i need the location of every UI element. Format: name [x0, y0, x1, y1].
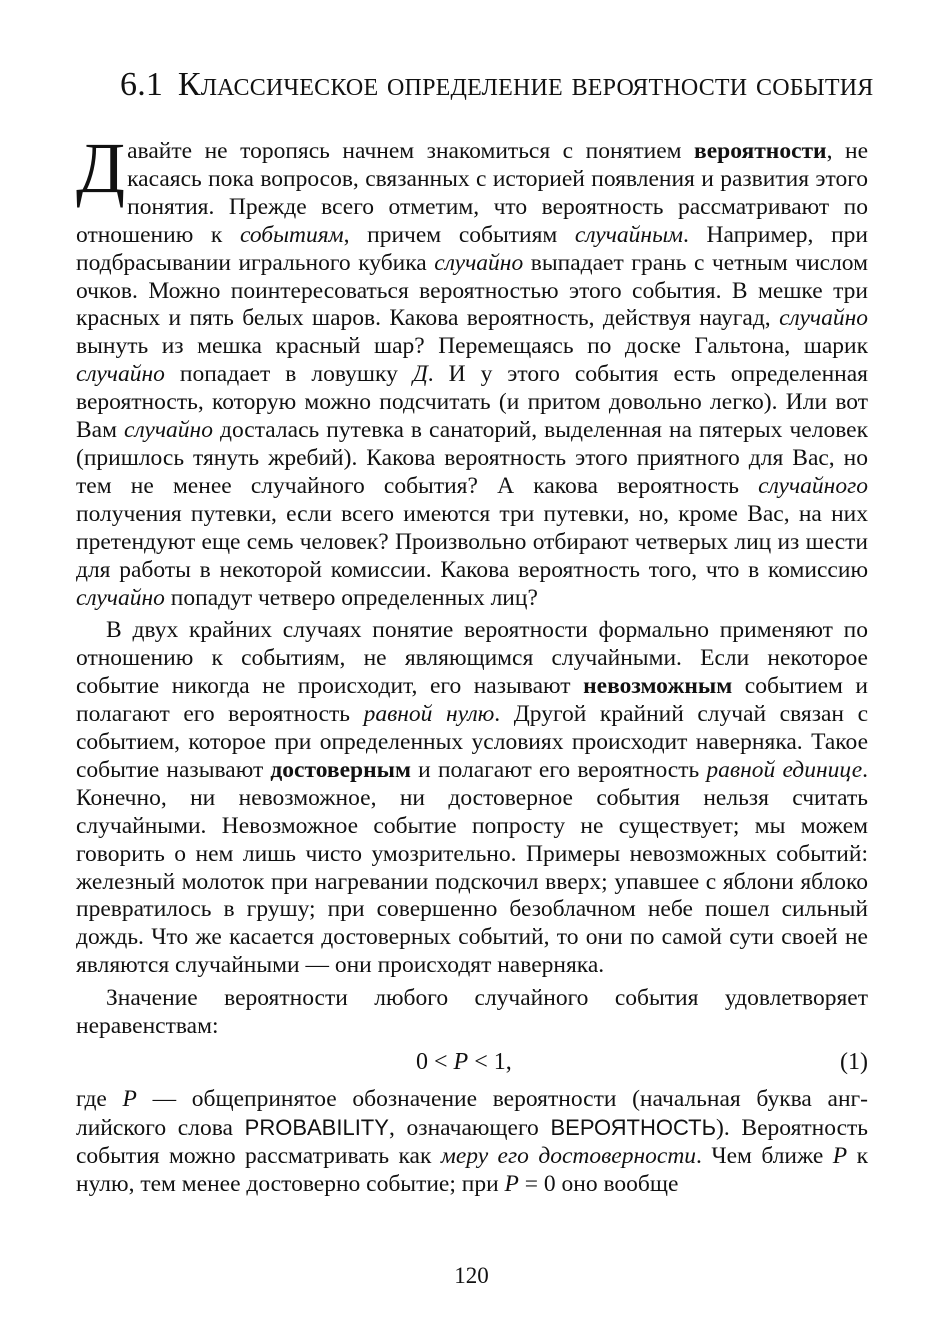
italic-term: случайным: [574, 221, 683, 248]
text-run: . Другой крайний случай связан с событием, которое при определенных условиях происходит наверняка. Такое событие называют: [76, 701, 869, 783]
section-title: Классическое определение вероятности события: [177, 66, 874, 103]
italic-term: событиям: [239, 221, 344, 248]
italic-term: случайно: [124, 417, 213, 444]
text-run: . Конечно, ни невозможное, ни достоверное события нельзя считать случайными. Невозможное событие попросту не существует; мы можем говорить о нем лишь чисто умозрительно. Примеры невозможных событий: железный молоток при нагревании подскочил вверх; упавшее с яблони яблоко превратилось в грушу; при совершенно безоблачном небе пошел сильный дождь. Что же касается достоверных событий, то они по самой сути своей не являются случайными — они происходят наверняка.: [76, 756, 868, 979]
text-run: Значение вероятности любого случайного события удовлетворяет неравенствам:: [76, 985, 868, 1040]
text-run: где: [76, 1086, 123, 1112]
text-run: . И у этого события есть определенная вероятность, которую можно подсчитать (и притом довольно легко). Или вот Вам: [76, 361, 868, 444]
italic-term: меру его достоверности: [440, 1142, 697, 1169]
text-run: — общепринятое обозначение вероятности (начальная буква английского слова: [76, 1086, 868, 1141]
russian-word: ВЕРОЯТНОСТЬ: [550, 1114, 717, 1140]
formula-1: [76, 1043, 868, 1083]
italic-term: случайно: [434, 249, 524, 276]
section-number: 6.1: [120, 66, 164, 103]
text-run: к нулю, тем менее достоверно событие; при: [76, 1142, 868, 1197]
section-heading: [120, 60, 874, 110]
formula-left: 0 <: [416, 1049, 454, 1075]
paragraph-1: [76, 128, 869, 612]
text-run: попадут четверо определенных лиц?: [164, 584, 538, 611]
page-number: 120: [454, 1263, 489, 1288]
body-text: [76, 128, 869, 1199]
text-run: ). Вероятность события можно рассматривать как: [76, 1114, 868, 1169]
text-run: , не касаясь пока вопросов, связанных с историей появления и развития этого понятия. Прежде всего отметим, что вероятность рассматривают по отношению к: [76, 138, 869, 248]
english-word: PROBABILITY: [244, 1114, 389, 1140]
math-variable: P: [504, 1170, 519, 1197]
bold-term: вероятности: [694, 138, 827, 164]
text-run: и полагают его вероятность: [410, 756, 707, 783]
math-variable: P: [832, 1142, 848, 1169]
text-run: попадает в ловушку: [164, 361, 413, 388]
text-run: вынуть из мешка красный шар? Перемещаясь по доске Гальтона, шарик: [76, 333, 868, 360]
paragraph-2: [76, 617, 868, 980]
italic-term: равной единице: [706, 756, 863, 783]
text-run: авайте не торопясь начнем знакомиться с понятием: [127, 138, 695, 164]
formula-right: < 1,: [468, 1049, 512, 1075]
text-run: досталась путевка в санаторий, выделенная на пятерых человек (пришлось тянуть жребий). Какова вероятность этого приятного для Вас, но тем не менее случайного события? А какова вероятность: [76, 417, 868, 499]
text-run: . Например, при подбрасывании игрального кубика: [76, 221, 868, 276]
bold-term: невозможным: [583, 673, 733, 700]
paragraph-3: [76, 985, 868, 1041]
math-variable: P: [122, 1086, 137, 1112]
text-run: В двух крайних случаях понятие вероятности формально применяют по отношению к событиям, не являющимся случайными. Если некоторое событие никогда не происходит, его называют: [76, 617, 868, 700]
paragraph-4: [76, 1086, 868, 1199]
italic-term: случайного: [758, 472, 868, 499]
italic-term: равной нулю: [363, 701, 495, 728]
formula-expression: [416, 1049, 512, 1077]
equation-number: (1): [840, 1049, 868, 1075]
text-run: получения путевки, если всего имеются три путевки, но, кроме Вас, на них претендуют еще семь человек? Произвольно отбирают четверых лиц из шести для работы в некоторой комиссии. Какова вероятность того, что в комиссию: [76, 500, 868, 583]
italic-term: Д: [412, 361, 428, 388]
bold-term: достоверным: [270, 756, 411, 783]
text-run: событием и полагают его вероятность: [76, 673, 868, 728]
italic-term: случайно: [779, 305, 868, 332]
formula-variable: P: [453, 1049, 469, 1075]
drop-cap: Д: [76, 128, 126, 208]
text-run: = 0 оно вообще: [518, 1170, 679, 1197]
text-run: , причем событиям: [343, 221, 575, 248]
text-run: . Чем ближе: [696, 1142, 833, 1169]
text-run: , означающего: [388, 1114, 551, 1141]
italic-term: случайно: [76, 361, 165, 388]
italic-term: случайно: [76, 584, 165, 611]
text-run: выпадает грань с четным числом очков. Можно поинтересоваться вероятностью этого события. В мешке три красных и пять белых шаров. Какова вероятность, действуя наугад,: [76, 249, 868, 332]
